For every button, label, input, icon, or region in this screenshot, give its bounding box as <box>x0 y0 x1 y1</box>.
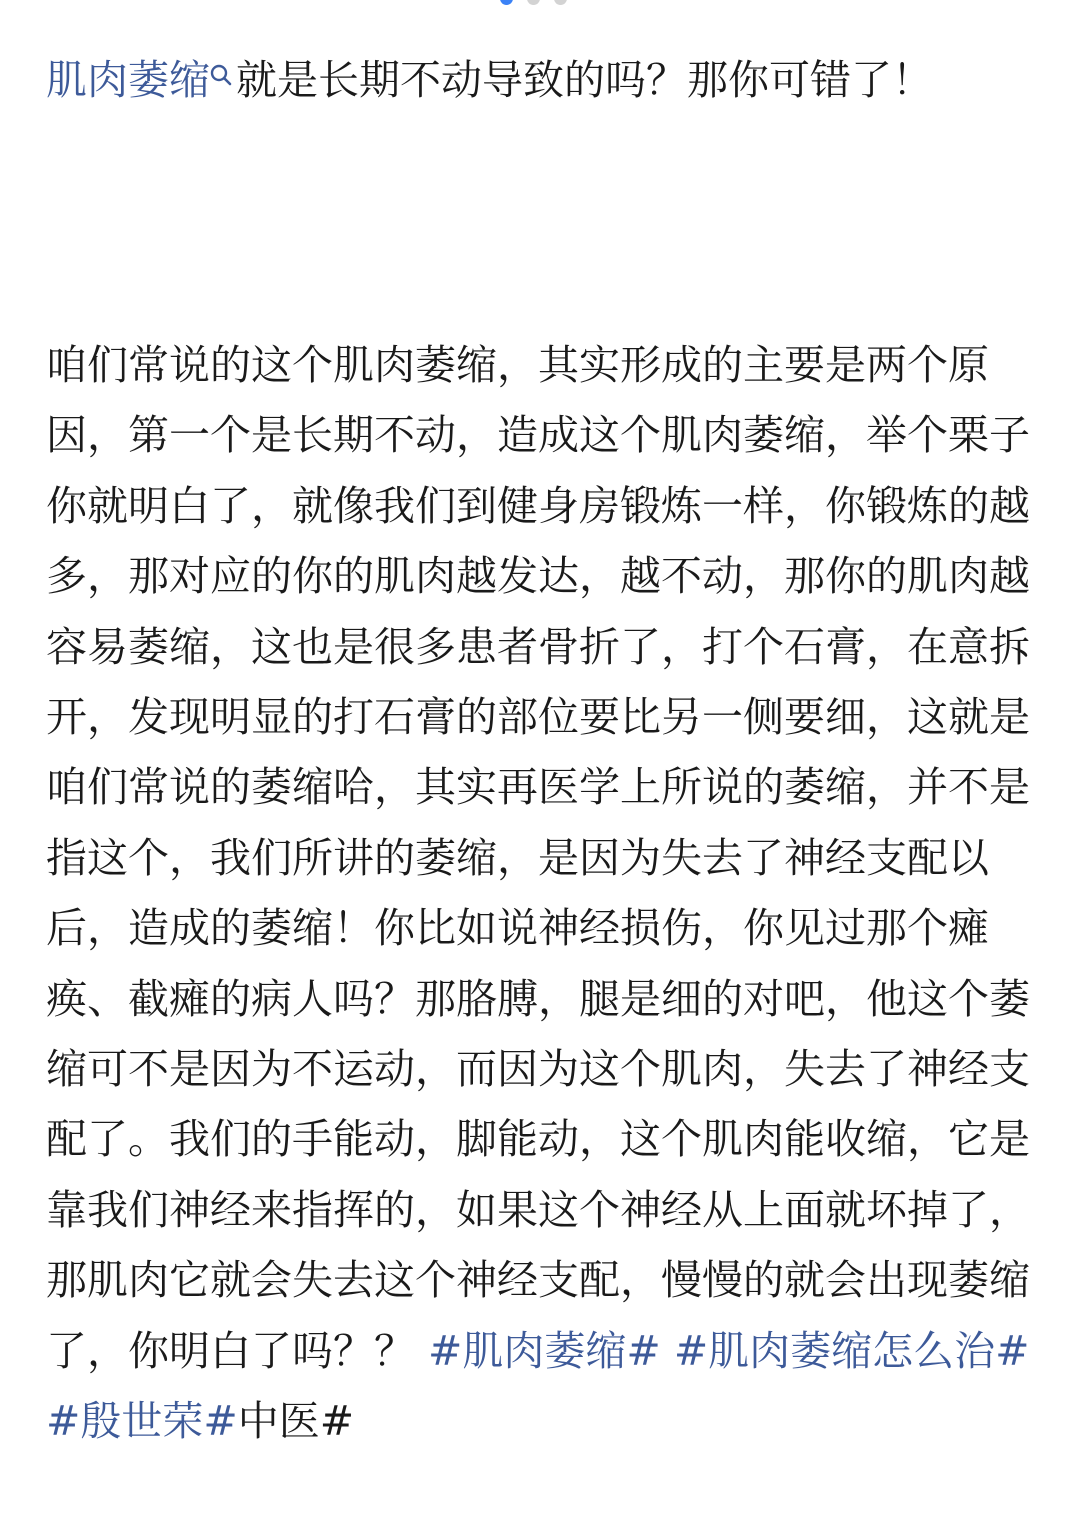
keyword-link[interactable]: 肌肉萎缩 <box>46 56 210 104</box>
hashtag-yin-shirong[interactable]: #殷世荣# <box>46 1397 238 1446</box>
page-dot[interactable] <box>527 0 540 5</box>
hashtag-muscle-atrophy[interactable]: #肌肉萎缩# <box>428 1326 661 1375</box>
page-indicator <box>500 0 567 5</box>
post-title <box>46 50 1036 110</box>
body-paragraph: 咱们常说的这个肌肉萎缩，其实形成的主要是两个原因，第一个是长期不动，造成这个肌肉萎缩，举个栗子你就明白了，就像我们到健身房锻炼一样，你锻炼的越多，那对应的你的肌肉越发达，越不动，那你的肌肉越容易萎缩，这也是很多患者骨折了，打个石膏，在意拆开，发现明显的打石膏的部位要比另一侧要细，这就是咱们常说的萎缩哈，其实再医学上所说的萎缩，并不是指这个，我们所讲的萎缩，是因为失去了神经支配以后，造成的萎缩！你比如说神经损伤，你见过那个瘫痪、截瘫的病人吗？那胳膊，腿是细的对吧，他这个萎缩可不是因为不运动，而因为这个肌肉，失去了神经支配了。我们的手能动，脚能动，这个肌肉能收缩，它是靠我们神经来指挥的，如果这个神经从上面就坏掉了，那肌肉它就会失去这个神经支配，慢慢的就会出现萎缩了，你明白了吗？？ <box>46 341 1030 1375</box>
trailing-text: 中医# <box>237 1397 355 1446</box>
post-body <box>46 330 1036 1457</box>
title-text: 就是长期不动导致的吗？那你可错了！ <box>236 56 933 104</box>
hashtag-muscle-atrophy-treatment[interactable]: #肌肉萎缩怎么治# <box>673 1326 1030 1375</box>
page-dot[interactable] <box>554 0 567 5</box>
page-dot-active[interactable] <box>500 0 513 5</box>
search-icon[interactable] <box>210 54 232 88</box>
